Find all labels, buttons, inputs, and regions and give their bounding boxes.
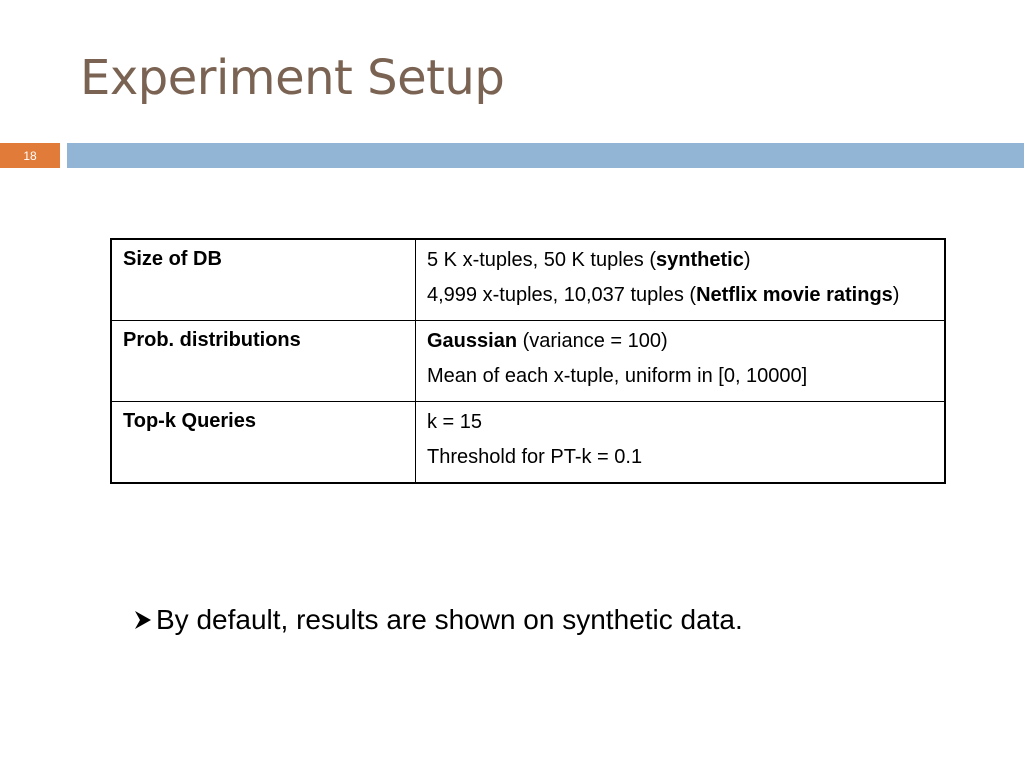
row-value (416, 239, 946, 321)
arrow-bullet-icon (133, 609, 153, 631)
row-value (416, 402, 946, 484)
value-line: k = 15 (427, 411, 483, 433)
row-label: Top-k Queries (111, 402, 416, 484)
bullet-text: By default, results are shown on synthetic data. (156, 604, 743, 635)
slide-number: 18 (0, 143, 60, 168)
row-value (416, 321, 946, 402)
table-row (111, 321, 945, 402)
table-row (111, 402, 945, 484)
value-line: Gaussian (variance = 100) (427, 330, 668, 352)
row-label: Size of DB (111, 239, 416, 321)
value-line: 5 K x-tuples, 50 K tuples (synthetic) (427, 249, 751, 271)
bullet-point (133, 604, 743, 636)
slide-title: Experiment Setup (80, 50, 505, 106)
value-line: Threshold for PT-k = 0.1 (427, 446, 643, 468)
table-row (111, 239, 945, 321)
value-line: 4,999 x-tuples, 10,037 tuples (Netflix movie ratings) (427, 284, 900, 306)
title-divider-bar (67, 143, 1024, 168)
row-label: Prob. distributions (111, 321, 416, 402)
experiment-setup-table (110, 238, 946, 484)
value-line: Mean of each x-tuple, uniform in [0, 10000] (427, 365, 808, 387)
